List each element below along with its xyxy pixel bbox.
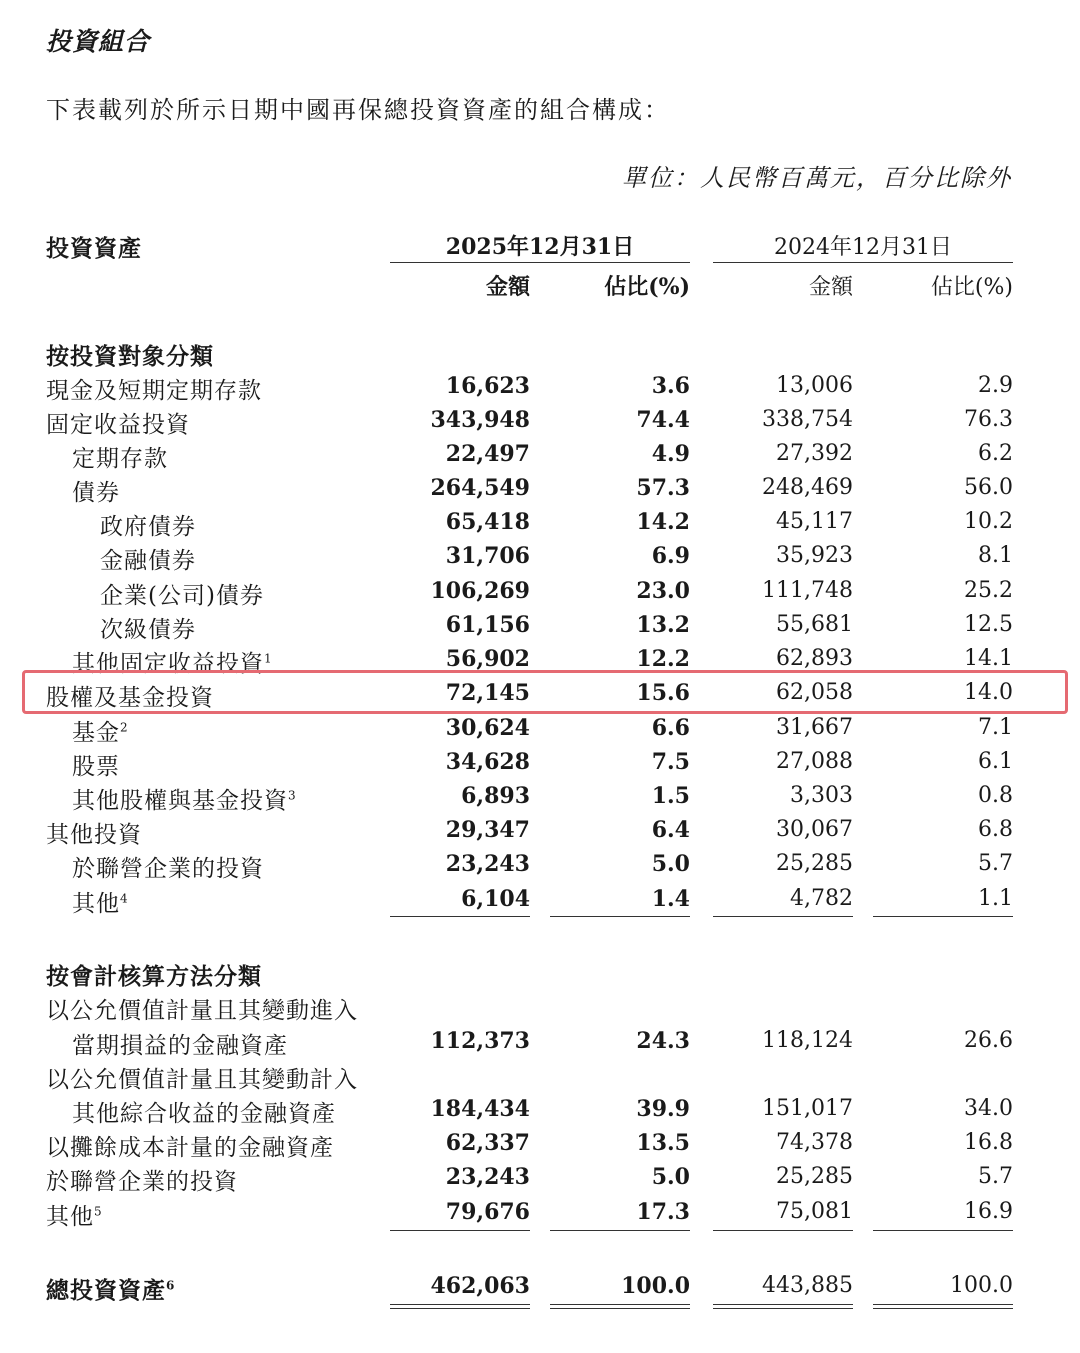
highlight-box [22,670,1068,714]
percent-2025: 6.9 [651,543,690,569]
amount-2025: 72,145 [445,680,530,706]
header-row-label: 投資資產 [46,235,142,262]
header-amount-2024: 金額 [808,275,853,300]
row-label [100,542,196,575]
row-label [100,508,196,541]
percent-2025: 13.2 [636,612,690,638]
row-label [46,1198,103,1231]
row-label [100,577,264,610]
amount-2025: 31,706 [445,543,530,569]
row-label-text: 固定收益投資 [46,412,190,438]
row-label-text: 以公允價值計量且其變動計入 [46,1067,358,1093]
row-label-text: 以公允價值計量且其變動進入 [46,998,358,1024]
row-label [72,1027,288,1060]
amount-2025: 6,893 [461,783,530,809]
percent-2025: 12.2 [636,646,690,672]
row-label-text: 其他固定收益投資 [72,651,264,677]
percent-2025: 74.4 [636,407,690,433]
amount-2024: 25,285 [776,851,853,876]
amount-2025: 16,623 [445,373,530,399]
amount-2025: 56,902 [445,646,530,672]
amount-2024: 35,923 [776,543,853,568]
group2-title: 按會計核算方法分類 [46,963,262,990]
header-percent-2024: 佔比(%) [930,275,1013,300]
row-label-text: 債券 [72,480,120,506]
percent-2024: 8.1 [978,543,1013,568]
percent-2024: 1.1 [978,886,1013,911]
footnote-marker: 2 [120,720,129,735]
header-rule-2024 [713,262,1013,263]
row-label-text: 其他綜合收益的金融資產 [72,1101,336,1127]
row-label-text: 現金及短期定期存款 [46,378,262,404]
row-label [46,816,142,849]
percent-2025: 4.9 [651,441,690,467]
subtotal-rule [873,916,1013,917]
percent-2025: 15.6 [636,680,690,706]
amount-2024: 62,893 [776,646,853,671]
total-amount-2024: 443,885 [762,1273,853,1298]
percent-2024: 16.9 [964,1199,1013,1224]
subtotal-rule [390,916,530,917]
row-label [72,440,168,473]
percent-2024: 2.9 [978,373,1013,398]
percent-2025: 1.4 [651,886,690,912]
amount-2025: 62,337 [445,1130,530,1156]
amount-2025: 6,104 [461,886,530,912]
percent-2025: 39.9 [636,1096,690,1122]
amount-2024: 3,303 [790,783,853,808]
amount-2024: 74,378 [776,1130,853,1155]
percent-2024: 25.2 [964,578,1013,603]
total-percent-2025: 100.0 [621,1273,690,1299]
row-label [46,1163,238,1196]
row-label-text: 其他 [46,1204,94,1230]
row-label-text: 次級債券 [100,617,196,643]
amount-2024: 27,392 [776,441,853,466]
subtotal-rule [713,916,853,917]
row-label [100,611,196,644]
amount-2024: 25,285 [776,1164,853,1189]
total-percent-2024: 100.0 [950,1273,1013,1298]
intro-text: 下表載列於所示日期中國再保總投資資產的組合構成： [46,96,670,124]
amount-2024: 248,469 [762,475,853,500]
header-period-2024: 2024年12月31日 [774,235,952,260]
amount-2025: 106,269 [430,578,530,604]
amount-2025: 61,156 [445,612,530,638]
row-label [72,782,297,815]
amount-2024: 338,754 [762,407,853,432]
subtotal-rule [873,1230,1013,1231]
amount-2025: 34,628 [445,749,530,775]
row-label-text: 企業(公司)債券 [100,583,264,609]
percent-2025: 1.5 [651,783,690,809]
footnote-marker: 1 [264,651,273,666]
percent-2024: 6.1 [978,749,1013,774]
section-title: 投資組合 [46,27,151,56]
amount-2024: 31,667 [776,715,853,740]
percent-2025: 6.6 [651,715,690,741]
amount-2024: 151,017 [762,1096,853,1121]
percent-2025: 24.3 [636,1028,690,1054]
row-label-text: 股票 [72,754,120,780]
subtotal-rule [390,1230,530,1231]
row-label [72,1095,336,1128]
amount-2024: 27,088 [776,749,853,774]
row-label [72,474,120,507]
percent-2025: 13.5 [636,1130,690,1156]
percent-2024: 76.3 [964,407,1013,432]
row-label [46,372,262,405]
amount-2025: 23,243 [445,851,530,877]
header-rule-2025 [390,262,690,263]
row-label-text: 其他投資 [46,822,142,848]
amount-2024: 62,058 [776,680,853,705]
amount-2025: 112,373 [430,1028,530,1054]
row-label [46,992,358,1025]
percent-2024: 26.6 [964,1028,1013,1053]
percent-2024: 14.1 [964,646,1013,671]
amount-2025: 79,676 [445,1199,530,1225]
percent-2024: 12.5 [964,612,1013,637]
row-label-text: 其他 [72,891,120,917]
percent-2024: 6.2 [978,441,1013,466]
row-label [72,885,129,918]
amount-2025: 22,497 [445,441,530,467]
amount-2024: 111,748 [762,578,853,603]
percent-2025: 23.0 [636,578,690,604]
amount-2025: 184,434 [430,1096,530,1122]
percent-2024: 10.2 [964,509,1013,534]
percent-2025: 7.5 [651,749,690,775]
footnote-marker: 4 [120,891,129,906]
amount-2025: 264,549 [430,475,530,501]
percent-2024: 34.0 [964,1096,1013,1121]
total-double-rule [390,1304,530,1309]
percent-2024: 16.8 [964,1130,1013,1155]
amount-2024: 55,681 [776,612,853,637]
percent-2024: 6.8 [978,817,1013,842]
amount-2025: 29,347 [445,817,530,843]
row-label [72,714,129,747]
percent-2024: 0.8 [978,783,1013,808]
amount-2025: 65,418 [445,509,530,535]
subtotal-rule [550,1230,690,1231]
row-label-text: 於聯營企業的投資 [46,1169,238,1195]
percent-2024: 7.1 [978,715,1013,740]
group1-title: 按投資對象分類 [46,343,214,370]
row-label-text: 定期存款 [72,446,168,472]
subtotal-rule [713,1230,853,1231]
row-label-text: 政府債券 [100,514,196,540]
percent-2024: 5.7 [978,1164,1013,1189]
row-label-text: 基金 [72,720,120,746]
header-period-2025: 2025年12月31日 [445,234,635,260]
percent-2025: 3.6 [651,373,690,399]
amount-2024: 30,067 [776,817,853,842]
total-label [46,1272,175,1305]
subtotal-rule [550,916,690,917]
row-label [46,1129,334,1162]
row-label [72,748,120,781]
header-percent-2025: 佔比(%) [604,274,690,300]
percent-2024: 5.7 [978,851,1013,876]
row-label-text: 金融債券 [100,548,196,574]
total-amount-2025: 462,063 [430,1273,530,1299]
percent-2025: 5.0 [651,1164,690,1190]
row-label-text: 當期損益的金融資產 [72,1033,288,1059]
total-label-text: 總投資資產 [46,1277,166,1304]
amount-2024: 13,006 [776,373,853,398]
amount-2024: 118,124 [762,1028,853,1053]
total-double-rule [713,1304,853,1309]
footnote-marker: 5 [94,1204,103,1219]
row-label-text: 股權及基金投資 [46,685,214,711]
footnote-marker: 6 [166,1278,176,1293]
row-label-text: 以攤餘成本計量的金融資產 [46,1135,334,1161]
amount-2024: 45,117 [776,509,853,534]
percent-2025: 57.3 [636,475,690,501]
total-double-rule [550,1304,690,1309]
row-label [72,850,264,883]
percent-2025: 17.3 [636,1199,690,1225]
row-label-text: 於聯營企業的投資 [72,856,264,882]
percent-2025: 5.0 [651,851,690,877]
footnote-marker: 3 [288,788,297,803]
amount-2025: 23,243 [445,1164,530,1190]
row-label-text: 其他股權與基金投資 [72,788,288,814]
amount-2024: 75,081 [776,1199,853,1224]
row-label [46,1061,358,1094]
amount-2025: 30,624 [445,715,530,741]
amount-2024: 4,782 [790,886,853,911]
percent-2024: 14.0 [964,680,1013,705]
row-label [46,406,190,439]
unit-note: 單位：人民幣百萬元，百分比除外 [622,164,1012,192]
amount-2025: 343,948 [430,407,530,433]
percent-2024: 56.0 [964,475,1013,500]
total-double-rule [873,1304,1013,1309]
percent-2025: 14.2 [636,509,690,535]
percent-2025: 6.4 [651,817,690,843]
header-amount-2025: 金額 [485,274,530,300]
